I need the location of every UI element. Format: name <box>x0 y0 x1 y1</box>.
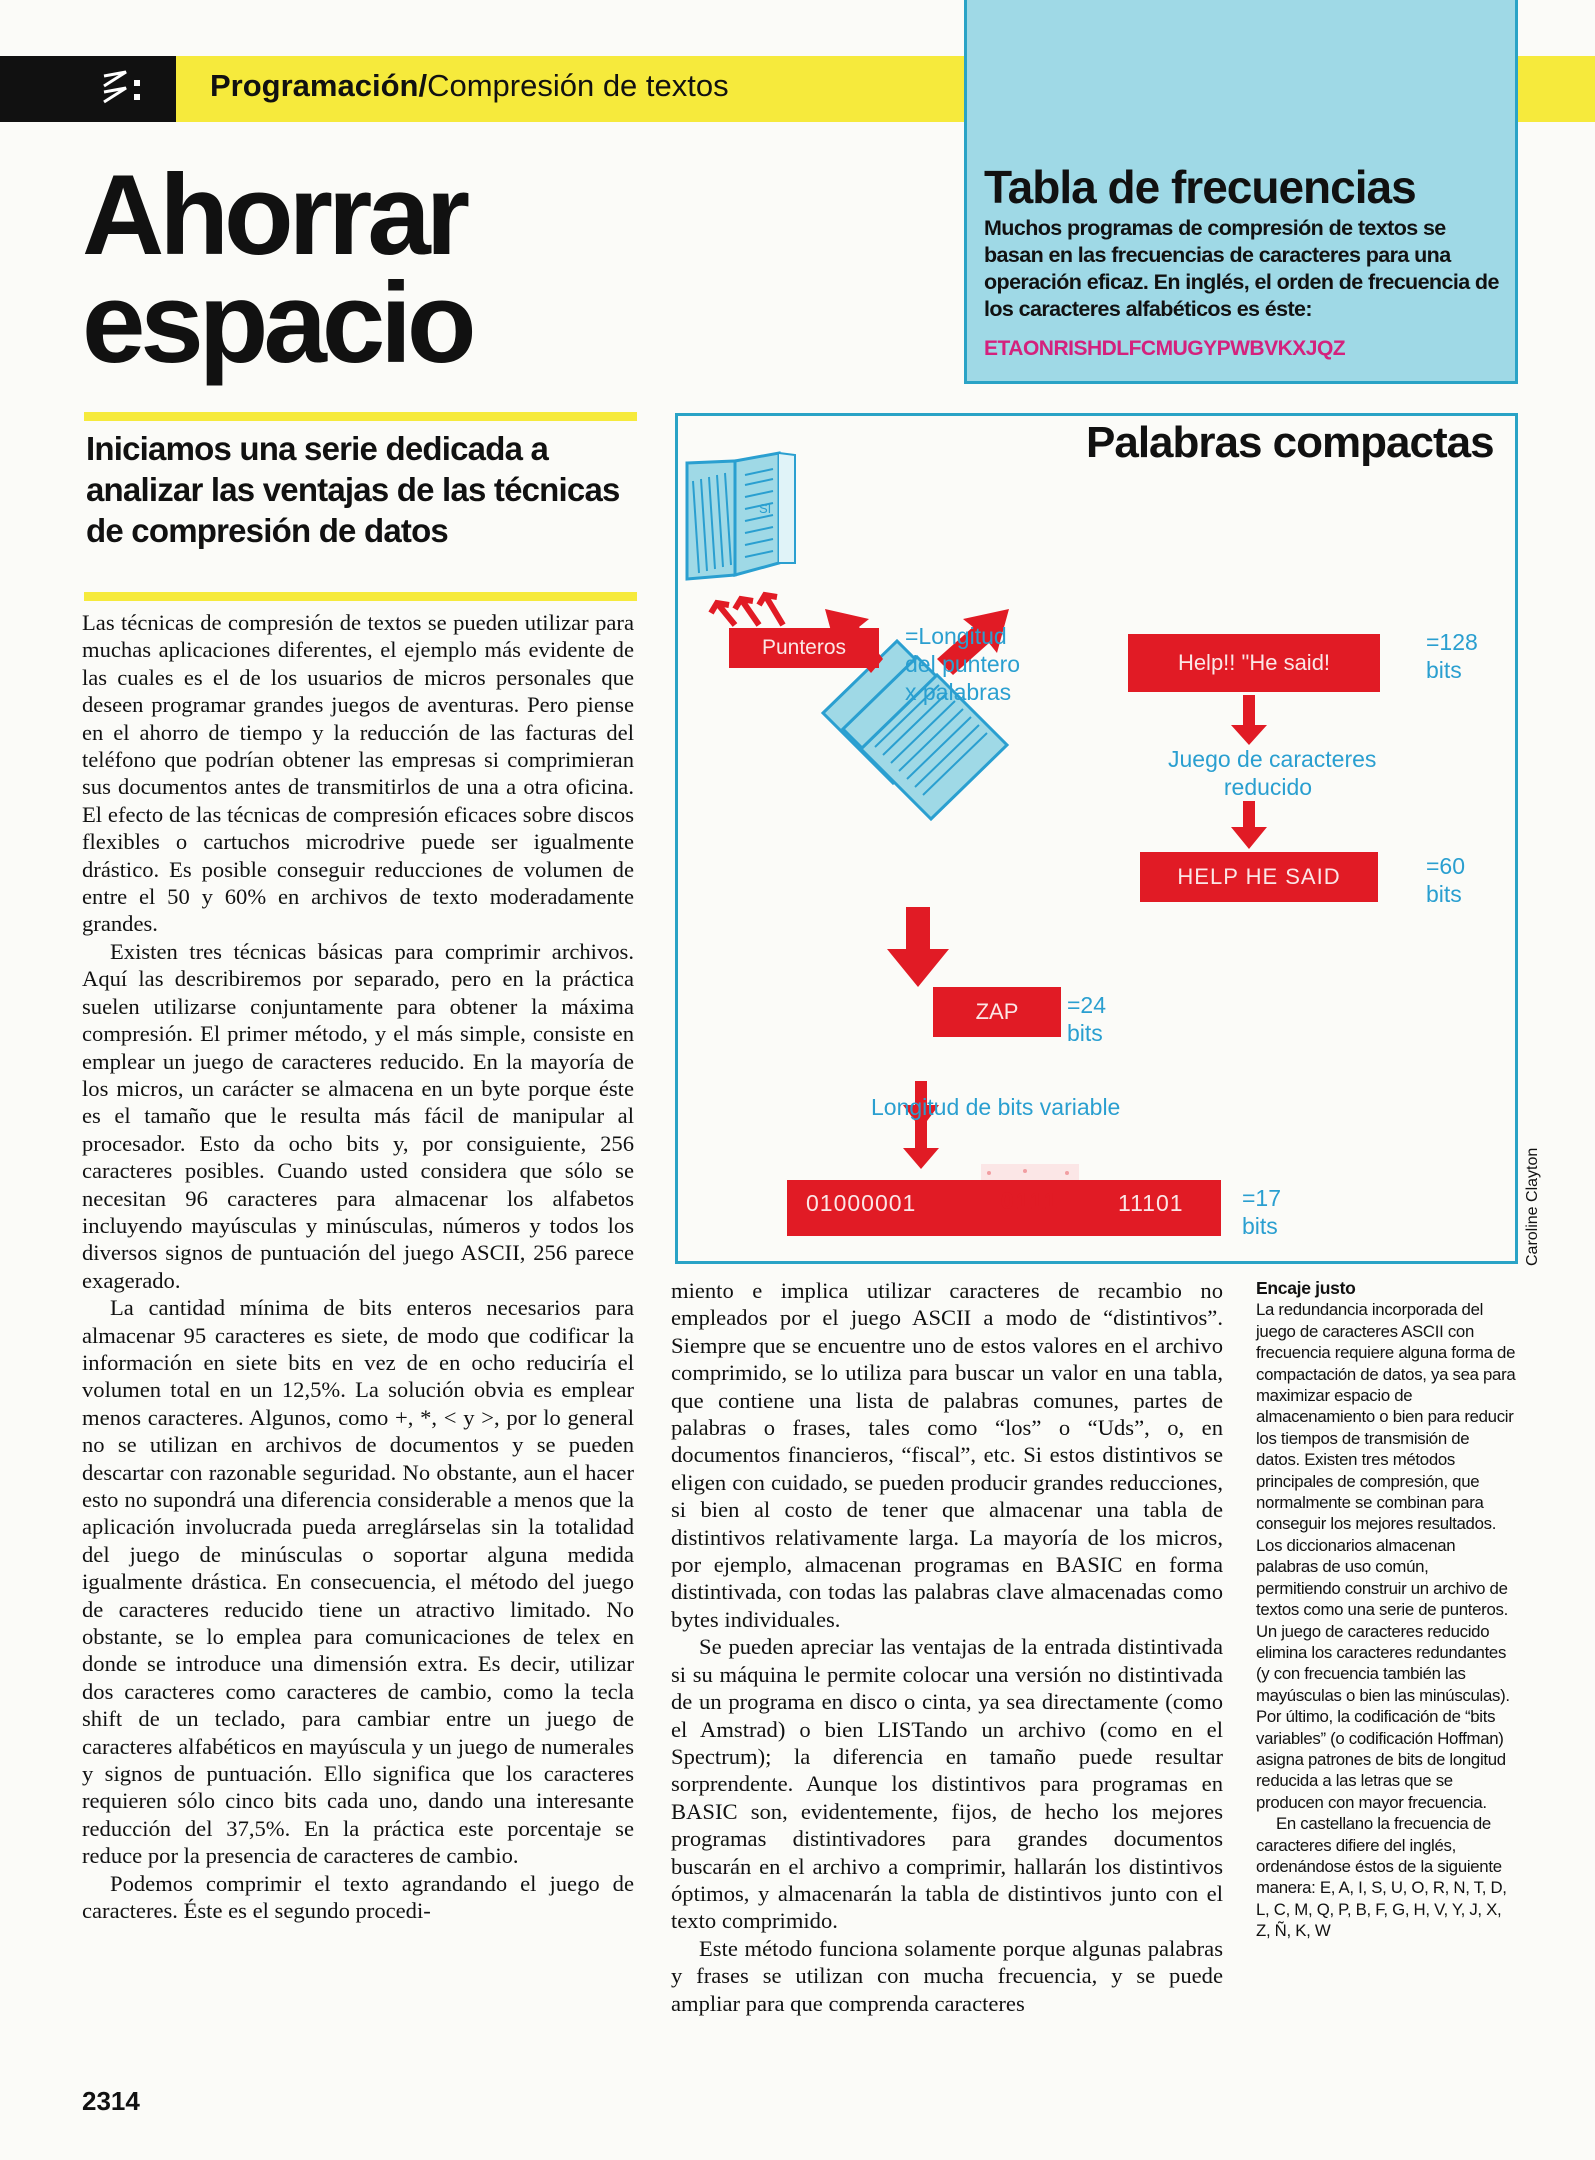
frequency-box-body: Muchos programas de compresión de textos se basan en las frecuencias de caracteres para una operación eficaz. En inglés, el orden de frecuencia de los caracteres alfabéticos es éste: <box>984 216 1499 321</box>
diagram-title: Palabras compactas <box>1086 418 1494 467</box>
book-label: SI <box>759 501 772 516</box>
subtitle-rule-bottom <box>84 592 637 601</box>
reduced-text-box: HELP HE SAID <box>1140 852 1378 902</box>
title-line-2: espacio <box>82 260 472 387</box>
section-heading <box>210 68 729 104</box>
zap-box: ZAP <box>933 987 1061 1037</box>
arrow-down-bits <box>903 1121 939 1169</box>
help-bits <box>1426 628 1478 684</box>
reduced-label <box>1168 745 1377 801</box>
body-column-2 <box>671 1277 1223 2017</box>
article-subtitle: Iniciamos una serie dedicada a analizar las ventajas de las técnicas de compresión de datos <box>86 430 620 549</box>
final-bits <box>1242 1184 1281 1240</box>
article-title <box>82 152 472 387</box>
punteros-note-line-1: =Longitud <box>905 623 1007 649</box>
arrow-down-zap <box>887 907 949 987</box>
title-line-1: Ahorrar <box>82 152 466 279</box>
punteros-note-line-3: x palabras <box>905 679 1012 705</box>
variable-length-label: Longitud de bits variable <box>871 1094 1121 1120</box>
paragraph: Podemos comprimir el texto agrandando el juego de caracteres. Éste es el segundo procedi- <box>82 1870 634 1924</box>
punteros-note-line-2: del puntero <box>905 651 1021 677</box>
final-bits-unit: bits <box>1242 1213 1278 1239</box>
help-text-box: Help!! "He said! <box>1128 634 1380 692</box>
section-logo-icon <box>96 66 156 112</box>
frequency-sequence: ETAONRISHDLFCMUGYPWBVKXJQZ <box>984 337 1346 360</box>
pointer-arrows-icon <box>711 595 783 625</box>
bits-right: 11101 <box>1118 1190 1184 1216</box>
final-bits-value: =17 <box>1242 1185 1282 1211</box>
paragraph: Las técnicas de compresión de textos se pueden utilizar para muchas aplicaciones diferentes, el ejemplo más evidente de las cuales es el de los usuarios de micros personales que deseen programar grandes juegos de aventuras. Pero piense en el ahorro de tiempo y la reducción de las facturas del teléfono que podrían obtener las empresas si comprimieran sus documentos antes de transmitirlos de una a otra oficina. El efecto de las técnicas de compresión eficaces sobre discos flexibles o cartuchos microdrive puede ser igualmente drástico. Es posible conseguir reducciones de volumen de entre el 50 y 60% en archivos de texto moderadamente grandes. <box>82 610 634 937</box>
caption-body: La redundancia incorporada del juego de caracteres ASCII con frecuencia requiere alguna forma de compactación de datos, ya sea para maximizar espacio de almacenamiento o bien para reducir los tiempos de transmisión de datos. Existen tres métodos principales de compresión, que normalmente se combinan para conseguir los mejores resultados. Los diccionarios almacenan palabras de uso común, permitiendo construir un archivo de textos como una serie de punteros. Un juego de caracteres reducido elimina los caracteres redundantes (y con frecuencia también las mayúsculas o bien las minúsculas). Por último, la codificación de “bits variables” (o codificación Hoffman) asigna patrones de bits de longitud reducida a las letras que se producen con mayor frecuencia. <box>1256 1300 1516 1812</box>
bits-mid: 0111 <box>1000 1188 1060 1215</box>
help-bits-value: =128 <box>1426 629 1478 655</box>
zap-bits-unit: bits <box>1067 1020 1103 1046</box>
bits-left: 01000001 <box>806 1190 917 1216</box>
book-icon <box>687 453 795 579</box>
reduced-bits <box>1426 852 1465 908</box>
figure-caption <box>1256 1278 1516 1942</box>
caption-title: Encaje justo <box>1256 1278 1356 1298</box>
zap-bits <box>1067 991 1106 1047</box>
zap-bits-value: =24 <box>1067 992 1107 1018</box>
reduced-label-line-1: Juego de caracteres <box>1168 746 1377 772</box>
arrow-down-help <box>1231 801 1267 849</box>
paragraph: Se pueden apreciar las ventajas de la entrada distintivada si su máquina le permite colocar una versión no distintivada de un programa en disco o cinta, ya sea directamente (como el Amstrad) o bien LISTando un archivo (como en el Spectrum); la diferencia en tamaño puede resultar sorprendente. Aunque los distintivos para programas en BASIC son, evidentemente, fijos, de hecho los mejores programas distintivadores para grandes documentos buscarán en el archivo a comprimir, hallarán los distintivos óptimos, y almacenarán la tabla de distintivos junto con el texto comprimido. <box>671 1634 1223 1934</box>
punteros-note <box>905 622 1020 706</box>
section-topic: Compresión de textos <box>427 68 729 103</box>
reduced-bits-unit: bits <box>1426 881 1462 907</box>
help-bits-unit: bits <box>1426 657 1462 683</box>
subtitle-rule-top <box>84 412 637 421</box>
section-name: Programación <box>210 68 419 103</box>
body-column-1 <box>82 609 634 1925</box>
paragraph: La cantidad mínima de bits enteros necesarios para almacenar 95 caracteres es siete, de modo que codificar la información en siete bits en vez de en ocho reduciría el volumen total en un 12,5%. La solución obvia es emplear menos caracteres. Algunos, como +, *, < y >, por lo general no se utilizan en archivos de documentos y se pueden descartar con razonable seguridad. No obstante, aun el hacer esto no supondrá una diferencia considerable a menos que la aplicación involucrada pueda arreglárselas sin la totalidad del juego de minúsculas o soportar alguna medida igualmente drástica. En consecuencia, el método del juego de caracteres reducido tiene un atractivo limitado. No obstante, se lo emplea para comunicaciones de telex en donde se introduce una dimensión extra. Es decir, utilizar dos caracteres como caracteres de cambio, como la tecla shift de un teclado, para cambiar entre un juego de caracteres alfabéticos en mayúscula y un juego de numerales y signos de puntuación. Ello significa que los caracteres requieren sólo cinco bits cada uno, dando una interesante reducción del 37,5%. En la práctica este porcentaje se reduce por la presencia de caracteres de cambio. <box>82 1295 634 1869</box>
punteros-box: Punteros <box>729 628 879 668</box>
diagram-graphics <box>675 413 1518 1264</box>
section-separator: / <box>418 68 428 103</box>
illustration-credit: Caroline Clayton <box>1524 1147 1541 1266</box>
frequency-box-title: Tabla de frecuencias <box>984 161 1416 213</box>
arrow-down-reduced <box>1231 695 1267 745</box>
paragraph: miento e implica utilizar caracteres de recambio no empleados por el juego ASCII a modo de “distintivos”. Siempre que se encuentre uno de estos valores en el archivo comprimido, se lo utiliza para buscar un valor en una tabla, que contiene una lista de palabras comunes, partes de palabras o frases, tales como “los” o “Uds”, o, en documentos financieros, “fiscal”, etc. Si estos distintivos se eligen con cuidado, se pueden producir grandes reducciones, si bien al costo de tener que almacenar una tabla de distintivos relativamente larga. La mayoría de los micros, por ejemplo, almacenan programas en BASIC en forma distintivada, con todas las palabras clave almacenadas como bytes individuales. <box>671 1278 1223 1632</box>
reduced-label-line-2: reducido <box>1223 774 1313 800</box>
page-number: 2314 <box>82 2086 140 2116</box>
reduced-bits-value: =60 <box>1426 853 1466 879</box>
paragraph: Existen tres técnicas básicas para comprimir archivos. Aquí las describiremos por separado, pero en la práctica suelen utilizarse conjuntamente para obtener la máxima compresión. El primer método, y el más simple, consiste en emplear un juego de caracteres reducido. En la mayoría de los micros, un carácter se almacena en un byte porque éste es el tamaño que le resulta más fácil de manipular al procesador. Esto da ocho bits y, por consiguiente, 256 caracteres posibles. Cuando usted considera que sólo se necesitan 96 caracteres para almacenar los alfabetos incluyendo mayúsculas y minúsculas, números y todos los diversos signos de puntuación del juego ASCII, 256 parece exagerado. <box>82 938 634 1293</box>
paragraph: Este método funciona solamente porque algunas palabras y frases se utilizan con mucha frecuencia, y se puede ampliar para que comprenda caracteres <box>671 1935 1223 2016</box>
caption-body-2: En castellano la frecuencia de caracteres difiere del inglés, ordenándose éstos de la siguiente manera: E, A, I, S, U, O, R, N, T, D, L, C, M, Q, P, B, F, G, H, V, Y, J, X, Z, Ñ, K, W <box>1256 1814 1507 1941</box>
section-logo-bar <box>0 56 176 122</box>
